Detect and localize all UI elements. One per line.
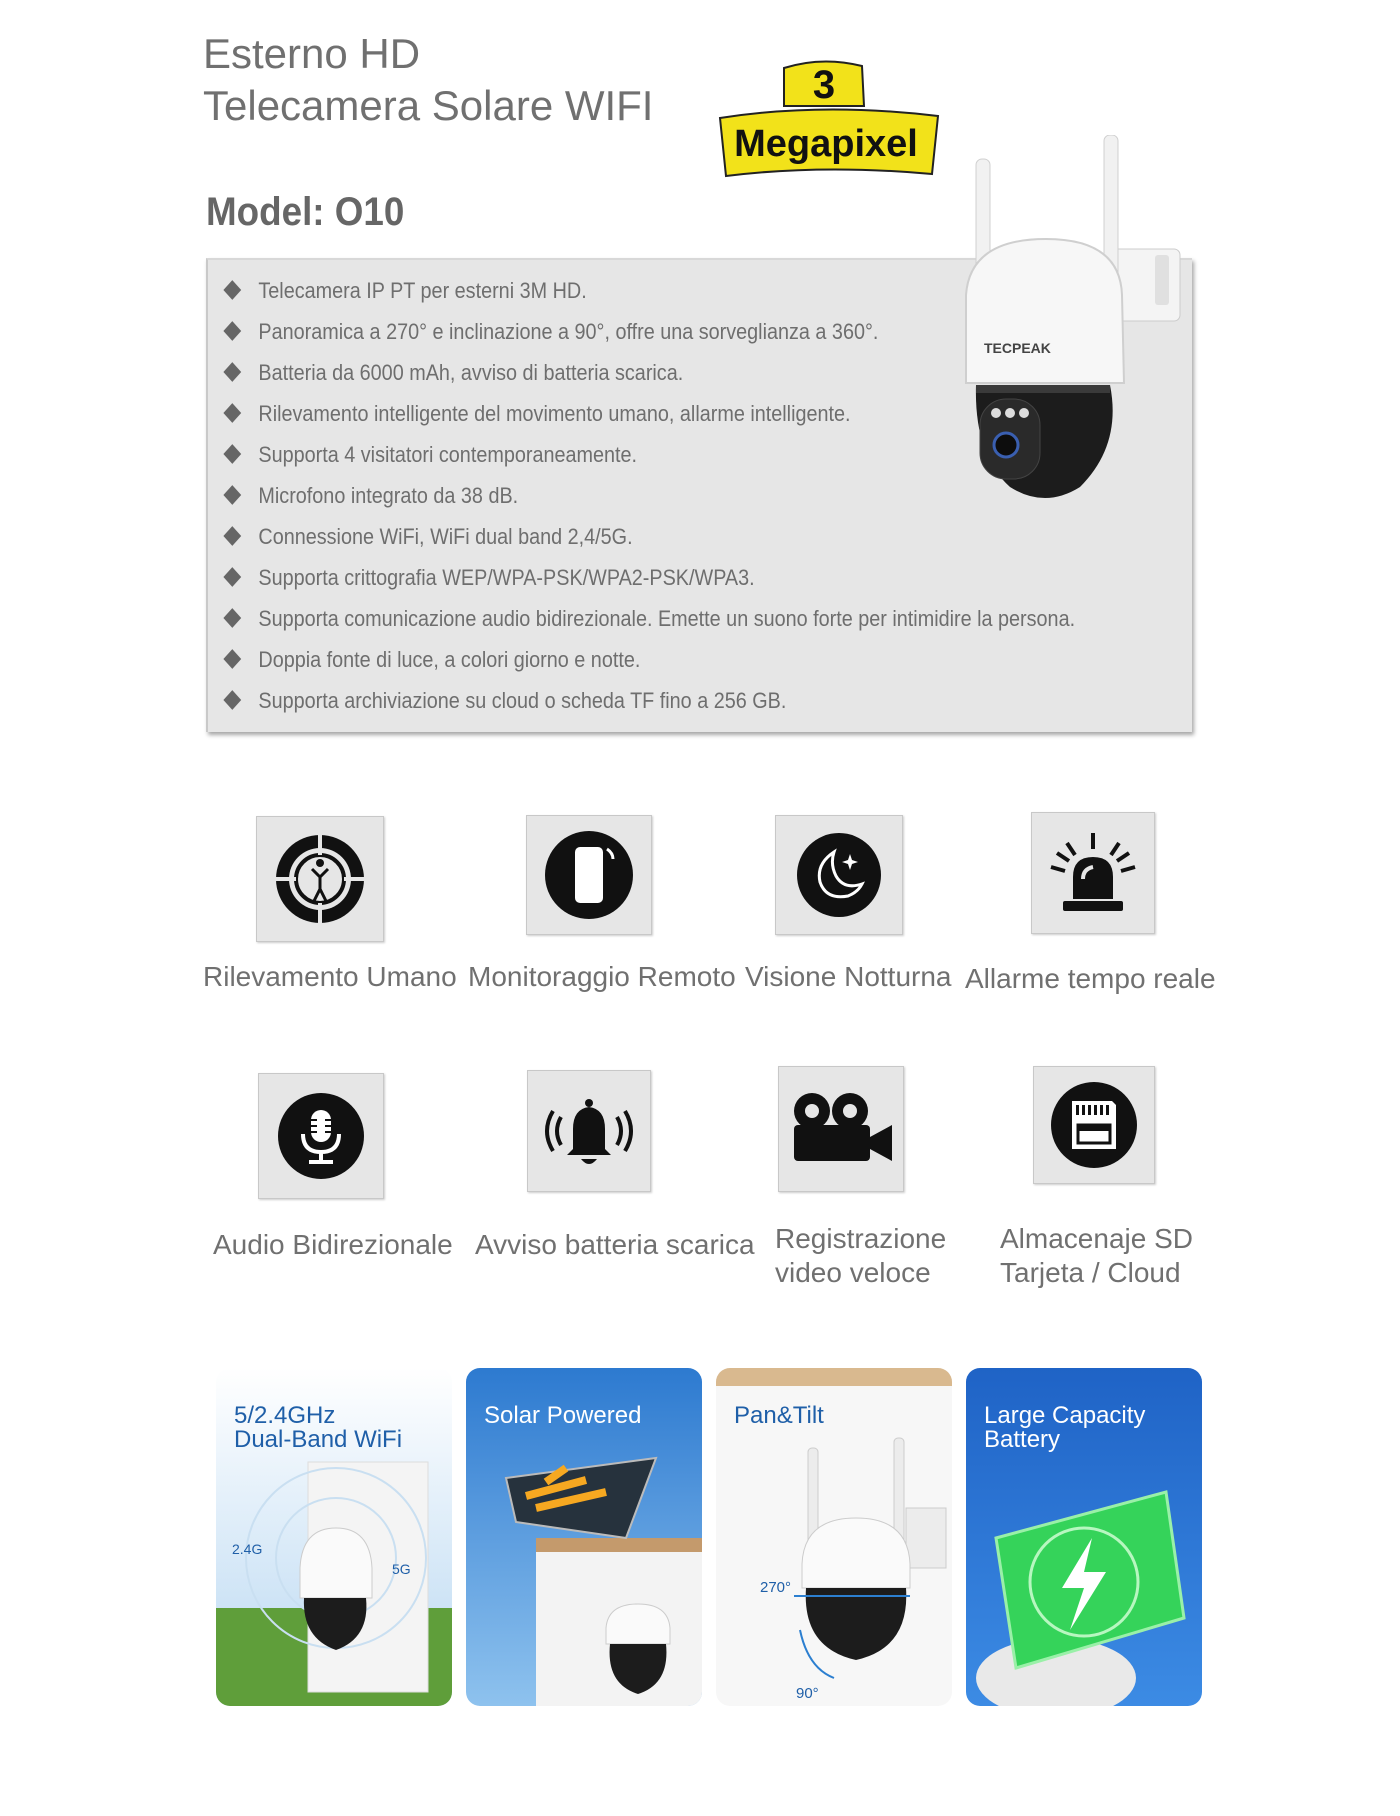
title-line-1: Esterno HD — [203, 30, 421, 77]
diamond-bullet-icon — [223, 280, 241, 300]
promo-tag: 90° — [796, 1685, 819, 1702]
feature-item — [208, 598, 1076, 639]
feature-text: Panoramica a 270° e inclinazione a 90°, offre una sorveglianza a 360°. — [258, 319, 879, 344]
two-way-audio-tile — [258, 1073, 384, 1199]
promo-title — [234, 1404, 402, 1452]
feature-item — [208, 557, 1072, 598]
bell-icon — [533, 1091, 645, 1171]
feature-item — [208, 516, 1072, 557]
diamond-bullet-icon — [223, 362, 241, 382]
feature-text: Telecamera IP PT per esterni 3M HD. — [258, 278, 587, 303]
feature-item — [208, 352, 1072, 393]
badge-text: Megapixel — [734, 123, 918, 165]
label-line: video veloce — [775, 1257, 931, 1288]
promo-tag: 2.4G — [232, 1541, 263, 1557]
feature-text: Supporta crittografia WEP/WPA-PSK/WPA2-PSK/WPA3. — [258, 565, 755, 590]
feature-item — [208, 639, 1072, 680]
promo-title — [734, 1404, 824, 1428]
promo-large-battery — [966, 1368, 1202, 1706]
label-remote-monitoring: Monitoraggio Remoto — [468, 961, 736, 992]
diamond-bullet-icon — [223, 485, 241, 505]
feature-item — [208, 475, 1072, 516]
promo-title-line: Solar Powered — [484, 1402, 642, 1429]
label-sd-storage — [1000, 1222, 1193, 1290]
fast-video-recording-tile — [778, 1066, 904, 1192]
promo-title — [984, 1404, 1145, 1452]
camera-product-image — [960, 135, 1200, 505]
diamond-bullet-icon — [223, 526, 241, 546]
night-vision-tile — [775, 815, 903, 935]
diamond-bullet-icon — [223, 690, 241, 710]
feature-item — [208, 393, 1072, 434]
video-camera-icon — [786, 1089, 896, 1169]
promo-title-line: Pan&Tilt — [734, 1402, 824, 1429]
promo-title-line: 5/2.4GHz — [234, 1402, 336, 1429]
label-low-battery-alert: Avviso batteria scarica — [475, 1229, 755, 1260]
label-line: Almacenaje SD — [1000, 1223, 1193, 1254]
feature-item — [208, 680, 1072, 721]
promo-tag: 5G — [392, 1561, 411, 1577]
sd-card-icon — [1050, 1081, 1138, 1169]
feature-item — [208, 434, 1072, 475]
feature-text: Doppia fonte di luce, a colori giorno e notte. — [258, 647, 641, 672]
night-vision-icon — [796, 832, 882, 918]
camera-brand: TECPEAK — [984, 340, 1051, 356]
low-battery-alert-tile — [527, 1070, 651, 1192]
label-fast-video-recording — [775, 1222, 946, 1290]
feature-text: Batteria da 6000 mAh, avviso di batteria scarica. — [258, 360, 684, 385]
diamond-bullet-icon — [223, 321, 241, 341]
label-line: Registrazione — [775, 1223, 947, 1254]
remote-monitoring-icon — [543, 829, 635, 921]
label-realtime-alarm: Allarme tempo reale — [965, 963, 1216, 994]
promo-title — [484, 1404, 641, 1428]
promo-pan-tilt — [716, 1368, 952, 1706]
human-detection-tile — [256, 816, 384, 942]
label-line: Tarjeta / Cloud — [1000, 1257, 1181, 1288]
title-line-2: Telecamera Solare WIFI — [203, 82, 654, 129]
diamond-bullet-icon — [223, 403, 241, 423]
feature-text: Supporta archiviazione su cloud o scheda TF fino a 256 GB. — [258, 688, 787, 713]
feature-text: Rilevamento intelligente del movimento umano, allarme intelligente. — [258, 401, 851, 426]
microphone-icon — [277, 1092, 365, 1180]
feature-text: Supporta 4 visitatori contemporaneamente. — [258, 442, 638, 467]
human-detection-icon — [274, 833, 366, 925]
promo-solar-powered — [466, 1368, 702, 1706]
feature-item — [208, 270, 1072, 311]
label-human-detection: Rilevamento Umano — [203, 961, 457, 992]
remote-monitoring-tile — [526, 815, 652, 935]
megapixel-badge — [712, 56, 942, 186]
diamond-bullet-icon — [223, 649, 241, 669]
feature-item — [208, 311, 1072, 352]
label-two-way-audio: Audio Bidirezionale — [213, 1229, 453, 1260]
diamond-bullet-icon — [223, 444, 241, 464]
promo-title-line: Battery — [984, 1426, 1061, 1453]
realtime-alarm-tile — [1031, 812, 1155, 934]
promo-title-line: Large Capacity — [984, 1402, 1146, 1429]
sd-storage-tile — [1033, 1066, 1155, 1184]
promo-tag: 270° — [760, 1579, 792, 1596]
diamond-bullet-icon — [223, 608, 241, 628]
feature-text: Connessione WiFi, WiFi dual band 2,4/5G. — [258, 524, 633, 549]
alarm-siren-icon — [1045, 825, 1141, 921]
promo-title-line: Dual-Band WiFi — [234, 1426, 403, 1453]
model-label: Model: O10 — [206, 190, 405, 234]
promo-dual-band-wifi — [216, 1368, 452, 1706]
badge-number: 3 — [812, 63, 836, 107]
label-night-vision: Visione Notturna — [745, 961, 952, 992]
page-title — [203, 28, 653, 132]
feature-text: Supporta comunicazione audio bidirezionale. Emette un suono forte per intimidire la persona. — [258, 606, 1076, 631]
diamond-bullet-icon — [223, 567, 241, 587]
feature-text: Microfono integrato da 38 dB. — [258, 483, 519, 508]
